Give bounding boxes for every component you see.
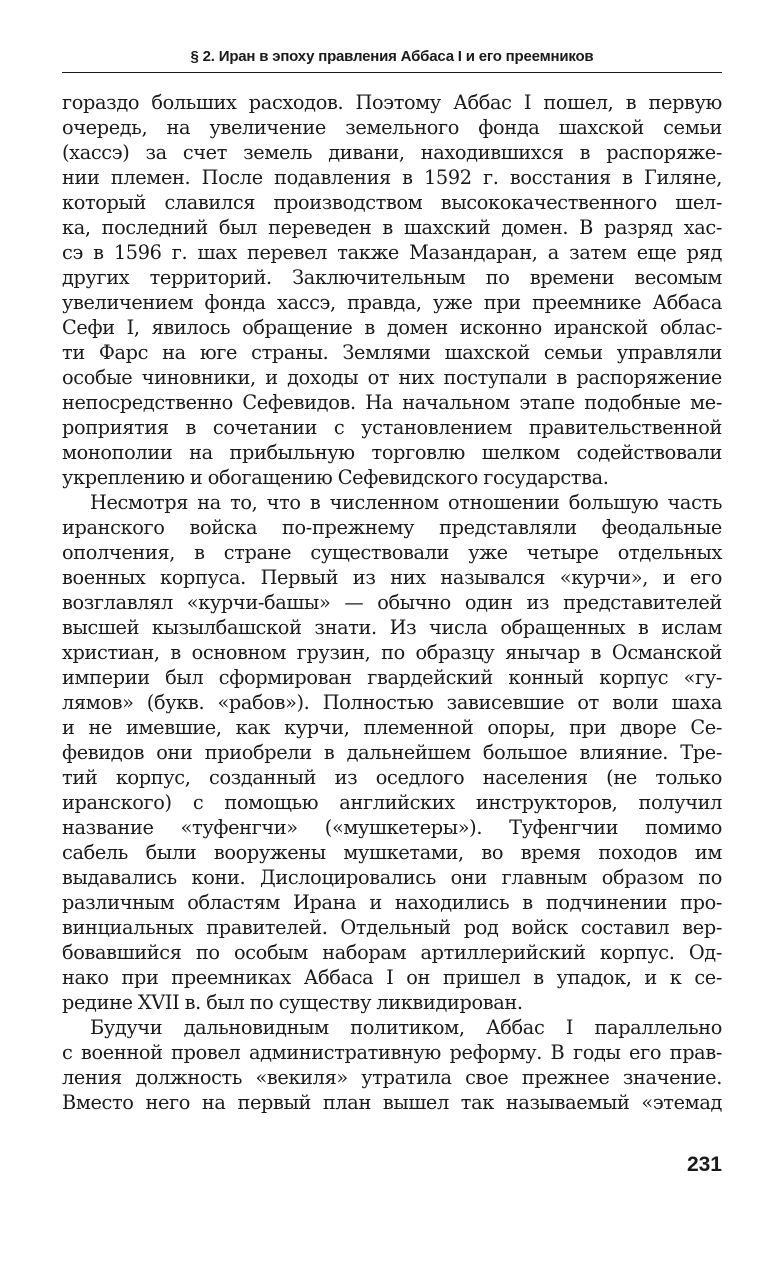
text-line: название «туфенгчи» («мушкетеры»). Туфенгчии помимо (62, 816, 722, 839)
text-line: ления должность «векиля» утратила свое прежнее значение. (62, 1066, 722, 1089)
header-rule (62, 72, 722, 73)
text-line: особые чиновники, и доходы от них поступали в распоряжение (62, 366, 722, 389)
text-line: роприятия в сочетании с установлением правительственной (62, 416, 722, 439)
text-line: очередь, на увеличение земельного фонда шахской семьи (62, 116, 722, 139)
text-line: редине XVII в. был по существу ликвидирован. (62, 991, 523, 1014)
text-line: сэ в 1596 г. шах перевел также Мазандаран, а затем еще ряд (62, 241, 722, 264)
running-title: § 2. Иран в эпоху правления Аббаса I и его преемников (190, 48, 594, 65)
text-line: возглавлял «курчи-башы» — обычно один из представителей (62, 591, 722, 614)
page-number: 231 (686, 1153, 722, 1176)
text-line: Несмотря на то, что в численном отношении большую часть (90, 491, 722, 514)
text-line: лямов» (букв. «рабов»). Полностью зависевшие от воли шаха (62, 691, 722, 714)
text-line: непосредственно Сефевидов. На начальном этапе подобные ме- (62, 391, 722, 414)
text-line: христиан, в основном грузин, по образцу янычар в Османской (62, 641, 722, 664)
text-line: февидов они приобрели в дальнейшем большое влияние. Тре- (62, 741, 722, 764)
text-line: высшей кызылбашской знати. Из числа обращенных в ислам (62, 616, 722, 639)
text-line: нии племен. После подавления в 1592 г. восстания в Гиляне, (62, 166, 722, 189)
text-line: гораздо больших расходов. Поэтому Аббас I пошел, в первую (62, 91, 722, 114)
text-line: Будучи дальновидным политиком, Аббас I параллельно (90, 1016, 722, 1039)
text-line: с военной провел административную реформу. В годы его прав- (62, 1041, 722, 1064)
text-line: империи был сформирован гвардейский конный корпус «гу- (62, 666, 722, 689)
paragraph-2 (62, 490, 722, 1015)
text-line: (хассэ) за счет земель дивани, находившихся в распоряже- (62, 141, 722, 164)
text-line: тий корпус, созданный из оседлого населения (не только (62, 766, 722, 789)
paragraph-3 (62, 1015, 722, 1115)
text-line: Вместо него на первый план вышел так называемый «этемад (62, 1091, 722, 1114)
text-line: который славился производством высококачественного шел- (62, 191, 722, 214)
text-line: иранского) с помощью английских инструкторов, получил (62, 791, 722, 814)
text-line: нако при преемниках Аббаса I он пришел в упадок, и к се- (62, 966, 722, 989)
text-line: различным областям Ирана и находились в подчинении про- (62, 891, 722, 914)
text-line: и не имевшие, как курчи, племенной опоры, при дворе Се- (62, 716, 722, 739)
text-line: сабель были вооружены мушкетами, во время походов им (62, 841, 722, 864)
text-line: винциальных правителей. Отдельный род войск составил вер- (62, 916, 722, 939)
body-text (62, 90, 722, 1115)
paragraph-1 (62, 90, 722, 490)
text-line: монополии на прибыльную торговлю шелком содействовали (62, 441, 722, 464)
text-line: бовавшийся по особым наборам артиллерийский корпус. Од- (62, 941, 722, 964)
text-line: выдавались кони. Дислоцировались они главным образом по (62, 866, 722, 889)
text-line: ополчения, в стране существовали уже четыре отдельных (62, 541, 722, 564)
text-line: ти Фарс на юге страны. Землями шахской семьи управляли (62, 341, 722, 364)
text-line: иранского войска по-прежнему представляли феодальные (62, 516, 722, 539)
text-line: Сефи I, явилось обращение в домен исконно иранской облас- (62, 316, 722, 339)
text-line: других территорий. Заключительным по времени весомым (62, 266, 722, 289)
text-line: военных корпуса. Первый из них назывался «курчи», и его (62, 566, 722, 589)
text-line: увеличением фонда хассэ, правда, уже при преемнике Аббаса (62, 291, 722, 314)
text-line: укреплению и обогащению Сефевидского государства. (62, 466, 609, 489)
text-line: ка, последний был переведен в шахский домен. В разряд хас- (62, 216, 722, 239)
